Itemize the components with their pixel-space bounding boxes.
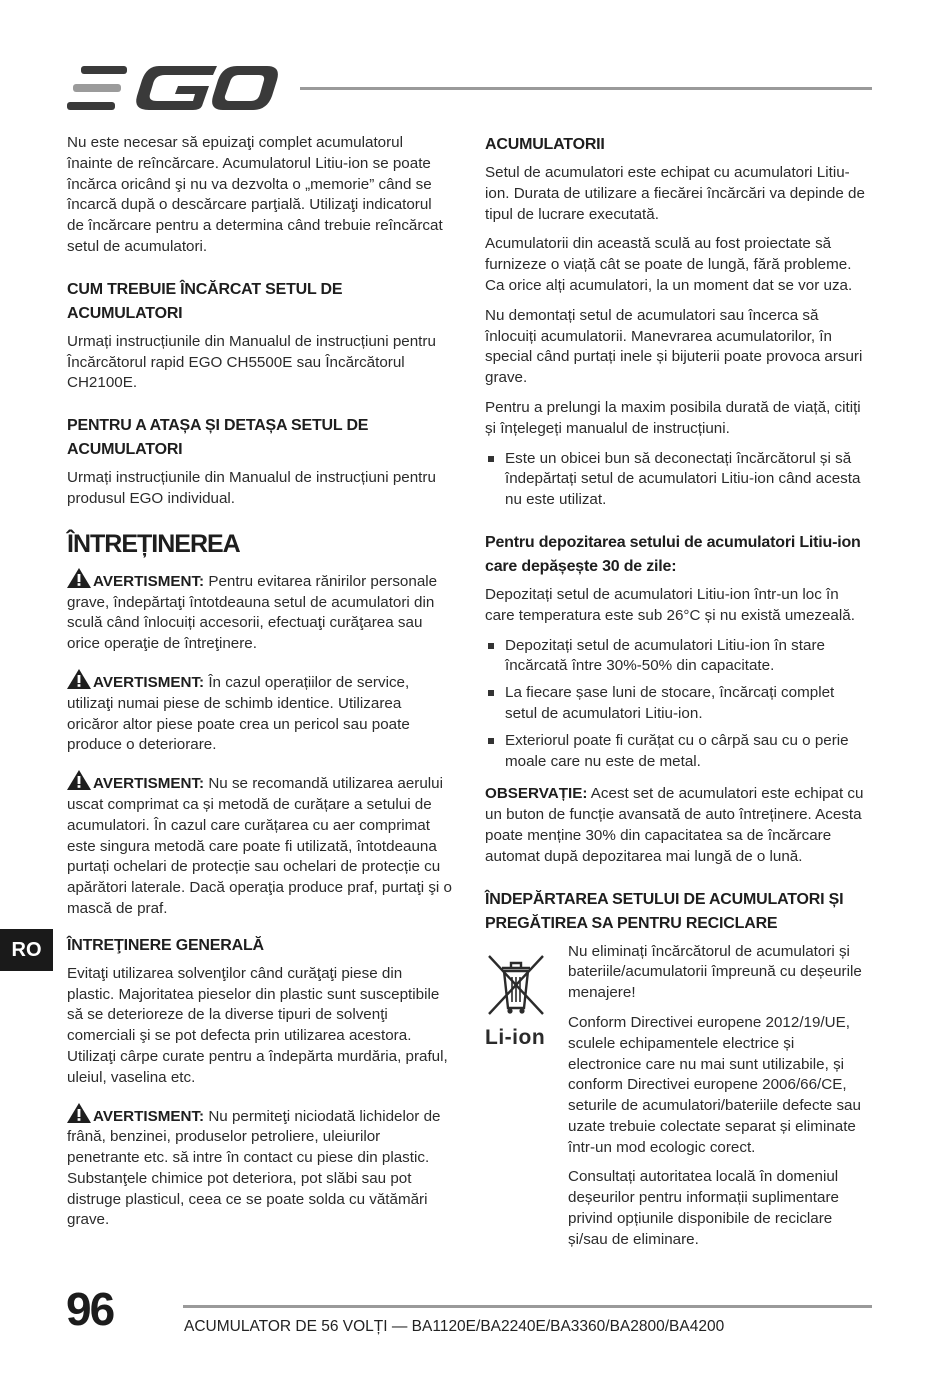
batteries-paragraph-4: Pentru a prelungi la maxim posibila durată de viață, citiți și înțelegeți manualul de instrucțiuni. <box>485 398 861 437</box>
note-text: Acest set de acumulatori este echipat cu un buton de funcție avansată de auto întreținere. Acesta poate menține 30% din capacitatea sa de încărcare automat după depozitarea mai lungă de o lună. <box>485 785 864 865</box>
page-number: 96 <box>66 1283 114 1335</box>
list-item: Depozitați setul de acumulatori Litiu-ion în stare încărcată între 30%-50% din capacitate. <box>485 636 870 678</box>
warning-block-1 <box>67 568 452 655</box>
warning-icon <box>67 568 91 588</box>
warning-icon <box>67 669 91 689</box>
recycling-paragraph-1: Nu eliminați încărcătorul de acumulatori și bateriile/acumulatorii împreună cu deșeurile menajere! <box>568 942 862 1002</box>
language-tab: RO <box>0 929 53 971</box>
attach-paragraph: Urmați instrucțiunile din Manualul de instrucțiuni pentru produsul EGO individual. <box>67 469 436 507</box>
warning-text: Pentru evitarea rănirilor personale grave, îndepărtaţi întotdeauna setul de acumulatori din sculă când înlocuiți accesorii, efectuaţi curăţarea sau orice operaţie de întreţinere. <box>67 572 438 653</box>
list-item: Exteriorul poate fi curățat cu o cârpă sau cu o perie moale care nu este de metal. <box>485 731 870 773</box>
general-maintenance-heading: ÎNTREŢINERE GENERALĂ <box>67 936 264 954</box>
warning-label: AVERTISMENT: <box>93 1107 205 1125</box>
storage-bullet-list <box>485 636 870 773</box>
storage-heading: Pentru depozitarea setului de acumulatori Litiu-ion care depășește 30 de zile: <box>485 533 861 575</box>
footer-rule <box>183 1305 872 1308</box>
general-maintenance-paragraph: Evitaţi utilizarea solvenţilor când curăţaţi piese din plastic. Majoritatea pieselor din plastic sunt susceptibile să se deterioreze de la diverse tipuri de solvenţi comerciali şi se pot defecta prin utilizarea acestora. Utilizaţi cârpe curate pentru a îndepărta murdăria, praful, uleiul, vaselina etc. <box>67 964 448 1086</box>
recycling-text <box>568 942 870 1251</box>
recycling-section <box>485 942 870 1251</box>
warning-block-3 <box>67 770 452 920</box>
right-column <box>485 133 870 1260</box>
ego-logo <box>67 66 279 110</box>
intro-paragraph: Nu este necesar să epuizaţi complet acumulatorul înainte de reîncărcare. Acumulatorul Litiu-ion se poate încărca oricând şi nu va dezvolta o „memorie” când se încarcă după o descărcare parţială. Utilizaţi indicatorul de încărcare pentru a determina când trebuie reîncărcat setul de acumulatori. <box>67 134 443 255</box>
li-ion-label: Li-ion <box>485 1026 546 1050</box>
warning-text: Nu permiteţi niciodată lichidelor de frână, benzinei, produselor petroliere, uleiurilor penetrante etc. să intre în contact cu piese din plastic. Substanţele chimice pot deteriora, pot slăbi sau pot distruge plasticul, ceea ce se poate solda cu vătămări grave. <box>67 1107 441 1229</box>
warning-label: AVERTISMENT: <box>93 775 205 793</box>
footer-title: ACUMULATOR DE 56 VOLȚI — BA1120E/BA2240E/BA3360/BA2800/BA4200 <box>184 1318 725 1335</box>
recycling-symbol <box>485 948 561 1051</box>
warning-label: AVERTISMENT: <box>93 572 205 590</box>
warning-text: Nu se recomandă utilizarea aerului uscat comprimat ca și metodă de curățare a setului de acumulatori. În cazul care curățarea cu aer comprimat este singura metodă care poate fi utilizată, întotdeauna purtați ochelari de protecție sau ochelari de protecție cu apărători laterale. Dacă operaţia produce praf, purtaţi şi o mască de praf. <box>67 775 452 917</box>
batteries-paragraph-2: Acumulatorii din această sculă au fost proiectate să furnizeze o viață cât se poate de lungă, fără probleme. Ca orice alți acumulatori, la un moment dat se vor uza. <box>485 235 853 294</box>
batteries-bullet-list <box>485 449 870 511</box>
header-rule <box>300 87 872 90</box>
recycling-heading: ÎNDEPĂRTAREA SETULUI DE ACUMULATORI ȘI PREGĂTIREA SA PENTRU RECICLARE <box>485 890 844 932</box>
warning-block-2 <box>67 669 452 756</box>
warning-icon <box>67 1103 91 1123</box>
maintenance-heading: ÎNTREȚINEREA <box>67 529 240 558</box>
attach-heading: PENTRU A ATAȘA ȘI DETAȘA SETUL DE ACUMULATORI <box>67 417 369 459</box>
warning-icon <box>67 770 91 790</box>
batteries-paragraph-1: Setul de acumulatori este echipat cu acumulatori Litiu-ion. Durata de utilizare a fiecărei încărcări va depinde de tipul de lucrare executată. <box>485 164 865 223</box>
warning-text: În cazul operațiilor de service, utilizaţi numai piese de schimb identice. Utilizarea oricăror altor piese poate crea un pericol sau poate produce o deteriorare. <box>67 673 410 754</box>
note-label: OBSERVAȚIE: <box>485 785 588 803</box>
warning-block-4 <box>67 1103 452 1232</box>
note-paragraph <box>485 784 870 867</box>
crossed-bin-icon <box>485 948 547 1018</box>
batteries-paragraph-3: Nu demontați setul de acumulatori sau încerca să înlocuiți acumulatorii. Manevrarea acumulatorilor, în special când purtați inele și bijuterii poate provoca arsuri grave. <box>485 306 863 387</box>
charge-paragraph: Urmați instrucțiunile din Manualul de instrucțiuni pentru Încărcătorul rapid EGO CH5500E sau Încărcătorul CH2100E. <box>67 332 436 392</box>
storage-paragraph: Depozitați setul de acumulatori Litiu-ion într-un loc în care temperatura este sub 26°C și nu există umezeală. <box>485 585 855 624</box>
charge-heading: CUM TREBUIE ÎNCĂRCAT SETUL DE ACUMULATORI <box>67 280 343 322</box>
recycling-paragraph-3: Consultați autoritatea locală în domeniul deșeurilor pentru informații suplimentare privind opțiunile disponibile de reciclare și/sau de eliminare. <box>568 1168 839 1248</box>
batteries-heading: ACUMULATORII <box>485 136 605 153</box>
recycling-paragraph-2: Conform Directivei europene 2012/19/UE, sculele echipamentele electrice și electronice care nu mai sunt utilizabile, și conform Directivei europene 2006/66/CE, seturile de acumulatori/bateriile defecte sau uzate trebuie colectate separat și eliminate într-un mod ecologic corect. <box>568 1013 861 1156</box>
left-column <box>67 133 452 1245</box>
list-item: La fiecare șase luni de stocare, încărcați complet setul de acumulatori Litiu-ion. <box>485 683 870 725</box>
warning-label: AVERTISMENT: <box>93 673 205 691</box>
list-item: Este un obicei bun să deconectați încărcătorul și să îndepărtați setul de acumulatori Litiu-ion când acesta nu este utilizat. <box>485 449 870 511</box>
